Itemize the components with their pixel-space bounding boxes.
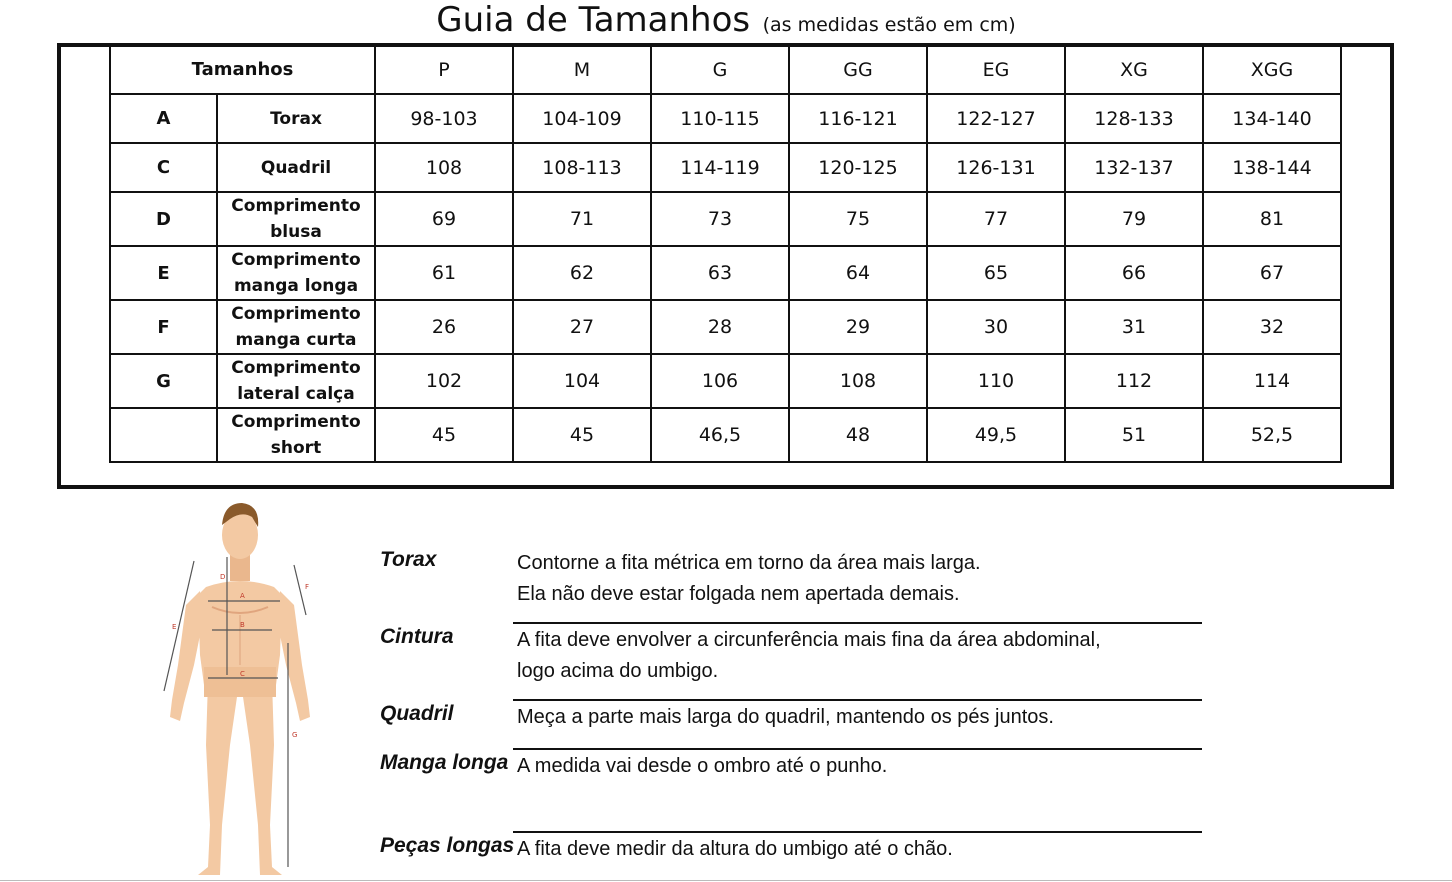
row-measurement-label: Quadril bbox=[217, 143, 375, 192]
row-letter: F bbox=[110, 300, 217, 354]
size-header-gg: GG bbox=[789, 45, 927, 94]
size-header-eg: EG bbox=[927, 45, 1065, 94]
table-row bbox=[110, 192, 1341, 246]
table-cell: 104-109 bbox=[513, 94, 651, 143]
table-cell: 114-119 bbox=[651, 143, 789, 192]
table-cell: 65 bbox=[927, 246, 1065, 300]
size-header-g: G bbox=[651, 45, 789, 94]
page-title bbox=[0, 0, 1452, 40]
table-cell: 108 bbox=[789, 354, 927, 408]
table-cell: 51 bbox=[1065, 408, 1203, 462]
header-label: Tamanhos bbox=[110, 45, 375, 94]
table-cell: 112 bbox=[1065, 354, 1203, 408]
table-cell: 69 bbox=[375, 192, 513, 246]
definition-text bbox=[517, 625, 1217, 687]
mark-d: D bbox=[220, 573, 226, 581]
definition-term: Torax bbox=[380, 548, 437, 571]
table-row bbox=[110, 300, 1341, 354]
definition-line: Meça a parte mais larga do quadril, mantendo os pés juntos. bbox=[517, 706, 1054, 728]
definition-line: A fita deve medir da altura do umbigo até o chão. bbox=[517, 838, 953, 860]
body-figure-illustration bbox=[150, 495, 330, 880]
table-cell: 26 bbox=[375, 300, 513, 354]
table-cell: 102 bbox=[375, 354, 513, 408]
mark-b: B bbox=[240, 621, 245, 629]
divider bbox=[513, 622, 1202, 624]
row-measurement-label: Comprimento blusa bbox=[217, 192, 375, 246]
table-cell: 32 bbox=[1203, 300, 1341, 354]
table-cell: 27 bbox=[513, 300, 651, 354]
table-cell: 66 bbox=[1065, 246, 1203, 300]
left-leg bbox=[198, 680, 238, 875]
mark-e: E bbox=[172, 623, 177, 631]
size-header-xg: XG bbox=[1065, 45, 1203, 94]
title-main: Guia de Tamanhos bbox=[436, 0, 751, 40]
table-cell: 62 bbox=[513, 246, 651, 300]
right-leg bbox=[242, 680, 282, 875]
table-cell: 73 bbox=[651, 192, 789, 246]
table-cell: 75 bbox=[789, 192, 927, 246]
table-cell: 116-121 bbox=[789, 94, 927, 143]
table-cell: 52,5 bbox=[1203, 408, 1341, 462]
table-cell: 31 bbox=[1065, 300, 1203, 354]
table-header-row bbox=[110, 45, 1341, 94]
table-cell: 49,5 bbox=[927, 408, 1065, 462]
row-measurement-label: Comprimento manga longa bbox=[217, 246, 375, 300]
table-cell: 81 bbox=[1203, 192, 1341, 246]
table-cell: 71 bbox=[513, 192, 651, 246]
table-cell: 46,5 bbox=[651, 408, 789, 462]
definition-text bbox=[517, 751, 1217, 782]
title-subtitle: (as medidas estão em cm) bbox=[762, 14, 1016, 36]
definition-line: A fita deve envolver a circunferência mais fina da área abdominal, bbox=[517, 629, 1101, 651]
divider bbox=[513, 748, 1202, 750]
table-cell: 108 bbox=[375, 143, 513, 192]
table-cell: 30 bbox=[927, 300, 1065, 354]
mark-c: C bbox=[240, 670, 245, 678]
size-header-xgg: XGG bbox=[1203, 45, 1341, 94]
table-cell: 45 bbox=[375, 408, 513, 462]
size-table-body bbox=[110, 45, 1341, 462]
divider bbox=[513, 831, 1202, 833]
row-letter: D bbox=[110, 192, 217, 246]
row-letter: C bbox=[110, 143, 217, 192]
table-cell: 63 bbox=[651, 246, 789, 300]
size-header-p: P bbox=[375, 45, 513, 94]
table-row bbox=[110, 143, 1341, 192]
divider bbox=[513, 699, 1202, 701]
row-measurement-label: Torax bbox=[217, 94, 375, 143]
mark-g: G bbox=[292, 731, 298, 739]
table-cell: 28 bbox=[651, 300, 789, 354]
row-letter bbox=[110, 408, 217, 462]
table-cell: 134-140 bbox=[1203, 94, 1341, 143]
table-cell: 110-115 bbox=[651, 94, 789, 143]
row-measurement-label: Comprimento short bbox=[217, 408, 375, 462]
definition-line: logo acima do umbigo. bbox=[517, 660, 719, 682]
definition-line: Contorne a fita métrica em torno da área mais larga. bbox=[517, 552, 981, 574]
table-cell: 108-113 bbox=[513, 143, 651, 192]
table-cell: 126-131 bbox=[927, 143, 1065, 192]
table-cell: 64 bbox=[789, 246, 927, 300]
table-cell: 77 bbox=[927, 192, 1065, 246]
body-silhouette bbox=[170, 503, 310, 875]
definition-term: Cintura bbox=[380, 625, 454, 648]
table-row bbox=[110, 354, 1341, 408]
left-arm bbox=[170, 591, 202, 721]
table-row bbox=[110, 408, 1341, 462]
row-measurement-label: Comprimento manga curta bbox=[217, 300, 375, 354]
definition-text bbox=[517, 702, 1217, 733]
table-row bbox=[110, 94, 1341, 143]
bottom-border bbox=[0, 880, 1452, 881]
definition-line: Ela não deve estar folgada nem apertada demais. bbox=[517, 583, 960, 605]
table-cell: 114 bbox=[1203, 354, 1341, 408]
table-cell: 110 bbox=[927, 354, 1065, 408]
table-cell: 48 bbox=[789, 408, 927, 462]
mark-f: F bbox=[305, 583, 310, 591]
definition-text bbox=[517, 548, 1217, 610]
table-cell: 61 bbox=[375, 246, 513, 300]
row-letter: G bbox=[110, 354, 217, 408]
definition-term: Manga longa bbox=[380, 751, 509, 774]
table-cell: 106 bbox=[651, 354, 789, 408]
table-cell: 104 bbox=[513, 354, 651, 408]
table-cell: 79 bbox=[1065, 192, 1203, 246]
table-cell: 128-133 bbox=[1065, 94, 1203, 143]
table-cell: 45 bbox=[513, 408, 651, 462]
table-cell: 29 bbox=[789, 300, 927, 354]
table-cell: 132-137 bbox=[1065, 143, 1203, 192]
row-letter: E bbox=[110, 246, 217, 300]
size-header-m: M bbox=[513, 45, 651, 94]
table-cell: 67 bbox=[1203, 246, 1341, 300]
row-measurement-label: Comprimento lateral calça bbox=[217, 354, 375, 408]
definition-text bbox=[517, 834, 1217, 865]
definition-term: Quadril bbox=[380, 702, 454, 725]
table-cell: 98-103 bbox=[375, 94, 513, 143]
table-cell: 122-127 bbox=[927, 94, 1065, 143]
row-letter: A bbox=[110, 94, 217, 143]
definition-term: Peças longas bbox=[380, 834, 515, 857]
mark-a: A bbox=[240, 592, 245, 600]
size-table bbox=[109, 44, 1342, 463]
table-cell: 138-144 bbox=[1203, 143, 1341, 192]
definition-line: A medida vai desde o ombro até o punho. bbox=[517, 755, 888, 777]
table-row bbox=[110, 246, 1341, 300]
table-cell: 120-125 bbox=[789, 143, 927, 192]
